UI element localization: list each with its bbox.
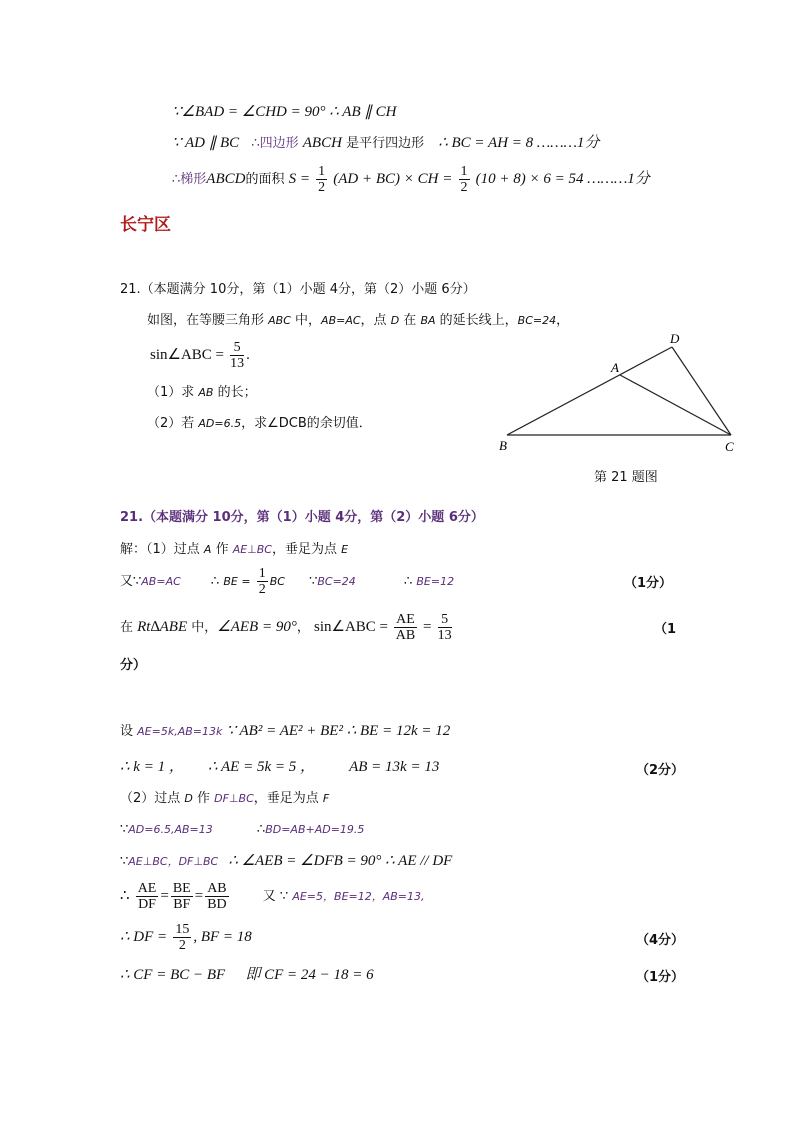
s9-fraction-3-den: BD — [207, 897, 227, 912]
s3-points-b: 分） — [120, 658, 147, 673]
s9-c: AE=5，BE=12，AB=13, — [292, 890, 425, 903]
segment-ac — [620, 375, 731, 435]
top-line-1-math: ∵∠BAD = ∠CHD = 90° ∴ AB ∥ CH — [172, 104, 397, 120]
s2-h: ∴ — [403, 574, 413, 589]
point-label-d: D — [670, 331, 680, 346]
top-line-3 — [172, 162, 650, 197]
top-line-3-math-b: ABCD — [206, 171, 246, 187]
top-line-2-math-a: ∵ AD ∥ BC — [172, 135, 240, 151]
s10-fraction — [173, 922, 191, 953]
half-fraction-1-den: 2 — [318, 180, 326, 195]
stmt-c: 中， — [290, 313, 322, 328]
stmt-i: 的延长线上， — [435, 313, 518, 328]
s3-fraction-2-num: 5 — [438, 612, 452, 628]
stmt-f: D — [390, 314, 400, 327]
s2-f: ∵ — [309, 574, 318, 589]
s3-fraction-2-den: 13 — [437, 628, 452, 643]
s3-fraction-1-num: AE — [396, 612, 415, 627]
s5-points: （2分） — [636, 763, 685, 778]
solution-line-10 — [120, 918, 252, 957]
stmt-g: 在 — [399, 313, 421, 328]
s2-half-num: 1 — [258, 566, 266, 581]
solution-line-7 — [120, 821, 364, 839]
s4-a: 设 — [120, 724, 138, 739]
solution-line-6 — [120, 790, 329, 808]
s8-a: ∵ — [120, 854, 129, 869]
q1-b: AB — [198, 386, 214, 399]
sin-fraction — [230, 340, 244, 371]
s2-i: BE=12 — [416, 575, 455, 588]
point-label-a: A — [611, 360, 619, 375]
half-fraction-1 — [316, 164, 327, 195]
s3-fraction-1 — [394, 612, 417, 643]
question-2 — [147, 415, 372, 433]
s1-c: 作 — [211, 542, 233, 557]
q1-c: 的长； — [213, 385, 257, 400]
s2-half-den: 2 — [258, 582, 266, 597]
solution-line-8 — [120, 852, 452, 871]
s6-c: 作 — [192, 791, 215, 806]
s9-fraction-3-num: AB — [207, 881, 227, 896]
sin-period: . — [246, 347, 250, 363]
stmt-a: 如图，在等腰三角形 — [147, 313, 269, 328]
solution-line-11 — [120, 966, 374, 985]
sin-text: sin∠ABC = — [150, 347, 225, 363]
s2-d: BE = — [223, 575, 251, 588]
figure-caption: 第 21 题图 — [594, 470, 658, 485]
sin-fraction-num: 5 — [230, 340, 244, 356]
stmt-d: AB=AC — [321, 314, 361, 327]
solution-line-3 — [120, 608, 454, 647]
stmt-j: BC=24 — [517, 314, 557, 327]
top-line-2 — [172, 134, 599, 153]
s3-f: sin∠ABC = — [314, 619, 389, 635]
s3-d: ∠AEB = 90° — [217, 619, 297, 635]
s2-e: BC — [269, 575, 285, 588]
solution-header: 21.（本题满分 10分，第（1）小题 4分，第（2）小题 6分） — [120, 510, 484, 525]
s10-fraction-num: 15 — [175, 922, 190, 937]
s6-b: D — [184, 792, 193, 805]
top-line-2-math-e: ∴ BC = AH = 8 ………1分 — [438, 135, 600, 151]
half-fraction-2-den: 2 — [460, 180, 468, 195]
stmt-b: ABC — [268, 314, 291, 327]
top-line-3-text-c: 的面积 — [245, 172, 285, 187]
s5-a: ∴ k = 1 ， — [120, 759, 184, 775]
s7-d: BD=AB+AD=19.5 — [265, 823, 365, 836]
stmt-k: ， — [556, 313, 570, 328]
s9-fraction-1 — [136, 881, 159, 912]
top-line-3-text-a: ∴梯形 — [172, 172, 207, 187]
s6-e: ，垂足为点 — [253, 791, 323, 806]
s9-eq-1: = — [160, 888, 169, 904]
s4-c: ∵ AB² = AE² + BE² ∴ BE = 12k = 12 — [226, 723, 451, 739]
s7-c: ∴ — [256, 822, 266, 837]
s7-b: AD=6.5,AB=13 — [128, 823, 213, 836]
top-line-2-math-c: ABCH — [302, 135, 342, 151]
s10-fraction-den: 2 — [178, 938, 186, 953]
q2-c: ，求∠DCB的余切值． — [241, 416, 372, 431]
s6-f: F — [322, 792, 330, 805]
q2-b: AD=6.5 — [198, 417, 242, 430]
top-line-1 — [172, 103, 396, 122]
q1-a: （1）求 — [147, 385, 199, 400]
s7-a: ∵ — [120, 822, 129, 837]
point-label-b: B — [499, 438, 507, 453]
problem-header: 21.（本题满分 10分，第（1）小题 4分，第（2）小题 6分） — [120, 282, 476, 297]
s2-b: AB=AC — [141, 575, 181, 588]
s9-fraction-1-num: AE — [137, 881, 157, 896]
half-fraction-2 — [459, 164, 470, 195]
s3-points-a: （1 — [654, 622, 677, 637]
top-line-2-text-b: ∴四边形 — [251, 136, 299, 151]
s9-fraction-2-num: BE — [172, 881, 191, 896]
s1-b: A — [203, 543, 212, 556]
s1-f: E — [341, 543, 349, 556]
triangle-figure — [490, 325, 750, 460]
s9-b: 又 ∵ — [262, 889, 293, 904]
sin-fraction-den: 13 — [230, 356, 245, 371]
s9-fraction-1-den: DF — [138, 897, 156, 912]
s3-fraction-2 — [438, 612, 452, 643]
solution-line-1 — [120, 541, 348, 559]
top-line-3-math-f: (10 + 8) × 6 = 54 ………1分 — [475, 171, 650, 187]
s10-a: ∴ DF = — [120, 929, 168, 945]
s8-c: ∴ ∠AEB = ∠DFB = 90° ∴ AE // DF — [228, 853, 453, 869]
s11-points: （1分） — [636, 970, 685, 985]
s5-c: AB = 13k = 13 — [349, 759, 440, 775]
s9-a: ∴ — [120, 888, 130, 904]
s2-points: （1分） — [624, 576, 673, 591]
problem-sin-line — [150, 338, 250, 373]
question-1 — [147, 384, 257, 402]
segment-bd — [507, 347, 672, 435]
half-fraction-2-num: 1 — [460, 164, 468, 179]
s6-a: （2）过点 — [120, 791, 185, 806]
stmt-e: ，点 — [360, 313, 391, 328]
solution-line-5 — [120, 758, 439, 777]
s9-fraction-2-den: BF — [173, 897, 191, 912]
s4-b: AE=5k,AB=13k — [137, 725, 223, 738]
s10-b: , BF = 18 — [193, 929, 252, 945]
solution-line-9 — [120, 877, 425, 916]
s6-d: DF⊥BC — [214, 792, 254, 805]
segment-dc — [672, 347, 731, 435]
s9-fraction-3 — [205, 881, 228, 912]
half-fraction-1-num: 1 — [318, 164, 326, 179]
top-line-2-text-d: 是平行四边形 — [346, 136, 425, 151]
solution-line-4 — [120, 722, 450, 741]
s3-e: ， — [296, 620, 310, 635]
top-line-3-math-d: S = — [288, 171, 310, 187]
stmt-h: BA — [420, 314, 436, 327]
s9-fraction-2 — [171, 881, 193, 912]
s11-a: ∴ CF = BC − BF — [120, 967, 226, 983]
s5-b: ∴ AE = 5k = 5 ， — [207, 759, 315, 775]
district-heading: 长宁区 — [120, 215, 171, 235]
s1-e: ，垂足为点 — [272, 542, 342, 557]
s2-c: ∴ — [210, 574, 220, 589]
solution-line-2 — [120, 566, 454, 597]
s3-c: 中， — [187, 620, 218, 635]
s1-d: AE⊥BC — [232, 543, 272, 556]
s8-b: AE⊥BC，DF⊥BC — [128, 855, 219, 868]
s2-a: 又∵ — [120, 574, 142, 589]
s3-b: Rt∆ABE — [137, 619, 188, 635]
s1-a: 解：（1）过点 — [120, 542, 204, 557]
q2-a: （2）若 — [147, 416, 199, 431]
s3-a: 在 — [120, 620, 138, 635]
top-line-3-math-e: (AD + BC) × CH = — [333, 171, 453, 187]
s2-g: BC=24 — [317, 575, 356, 588]
s10-points: （4分） — [636, 933, 685, 948]
s2-half-fraction — [257, 566, 268, 597]
s11-b: 即 CF = 24 − 18 = 6 — [245, 967, 374, 983]
s9-eq-2: = — [194, 888, 204, 904]
s3-fraction-1-den: AB — [395, 628, 416, 643]
point-label-c: C — [725, 439, 734, 454]
s3-equals: = — [422, 619, 432, 635]
